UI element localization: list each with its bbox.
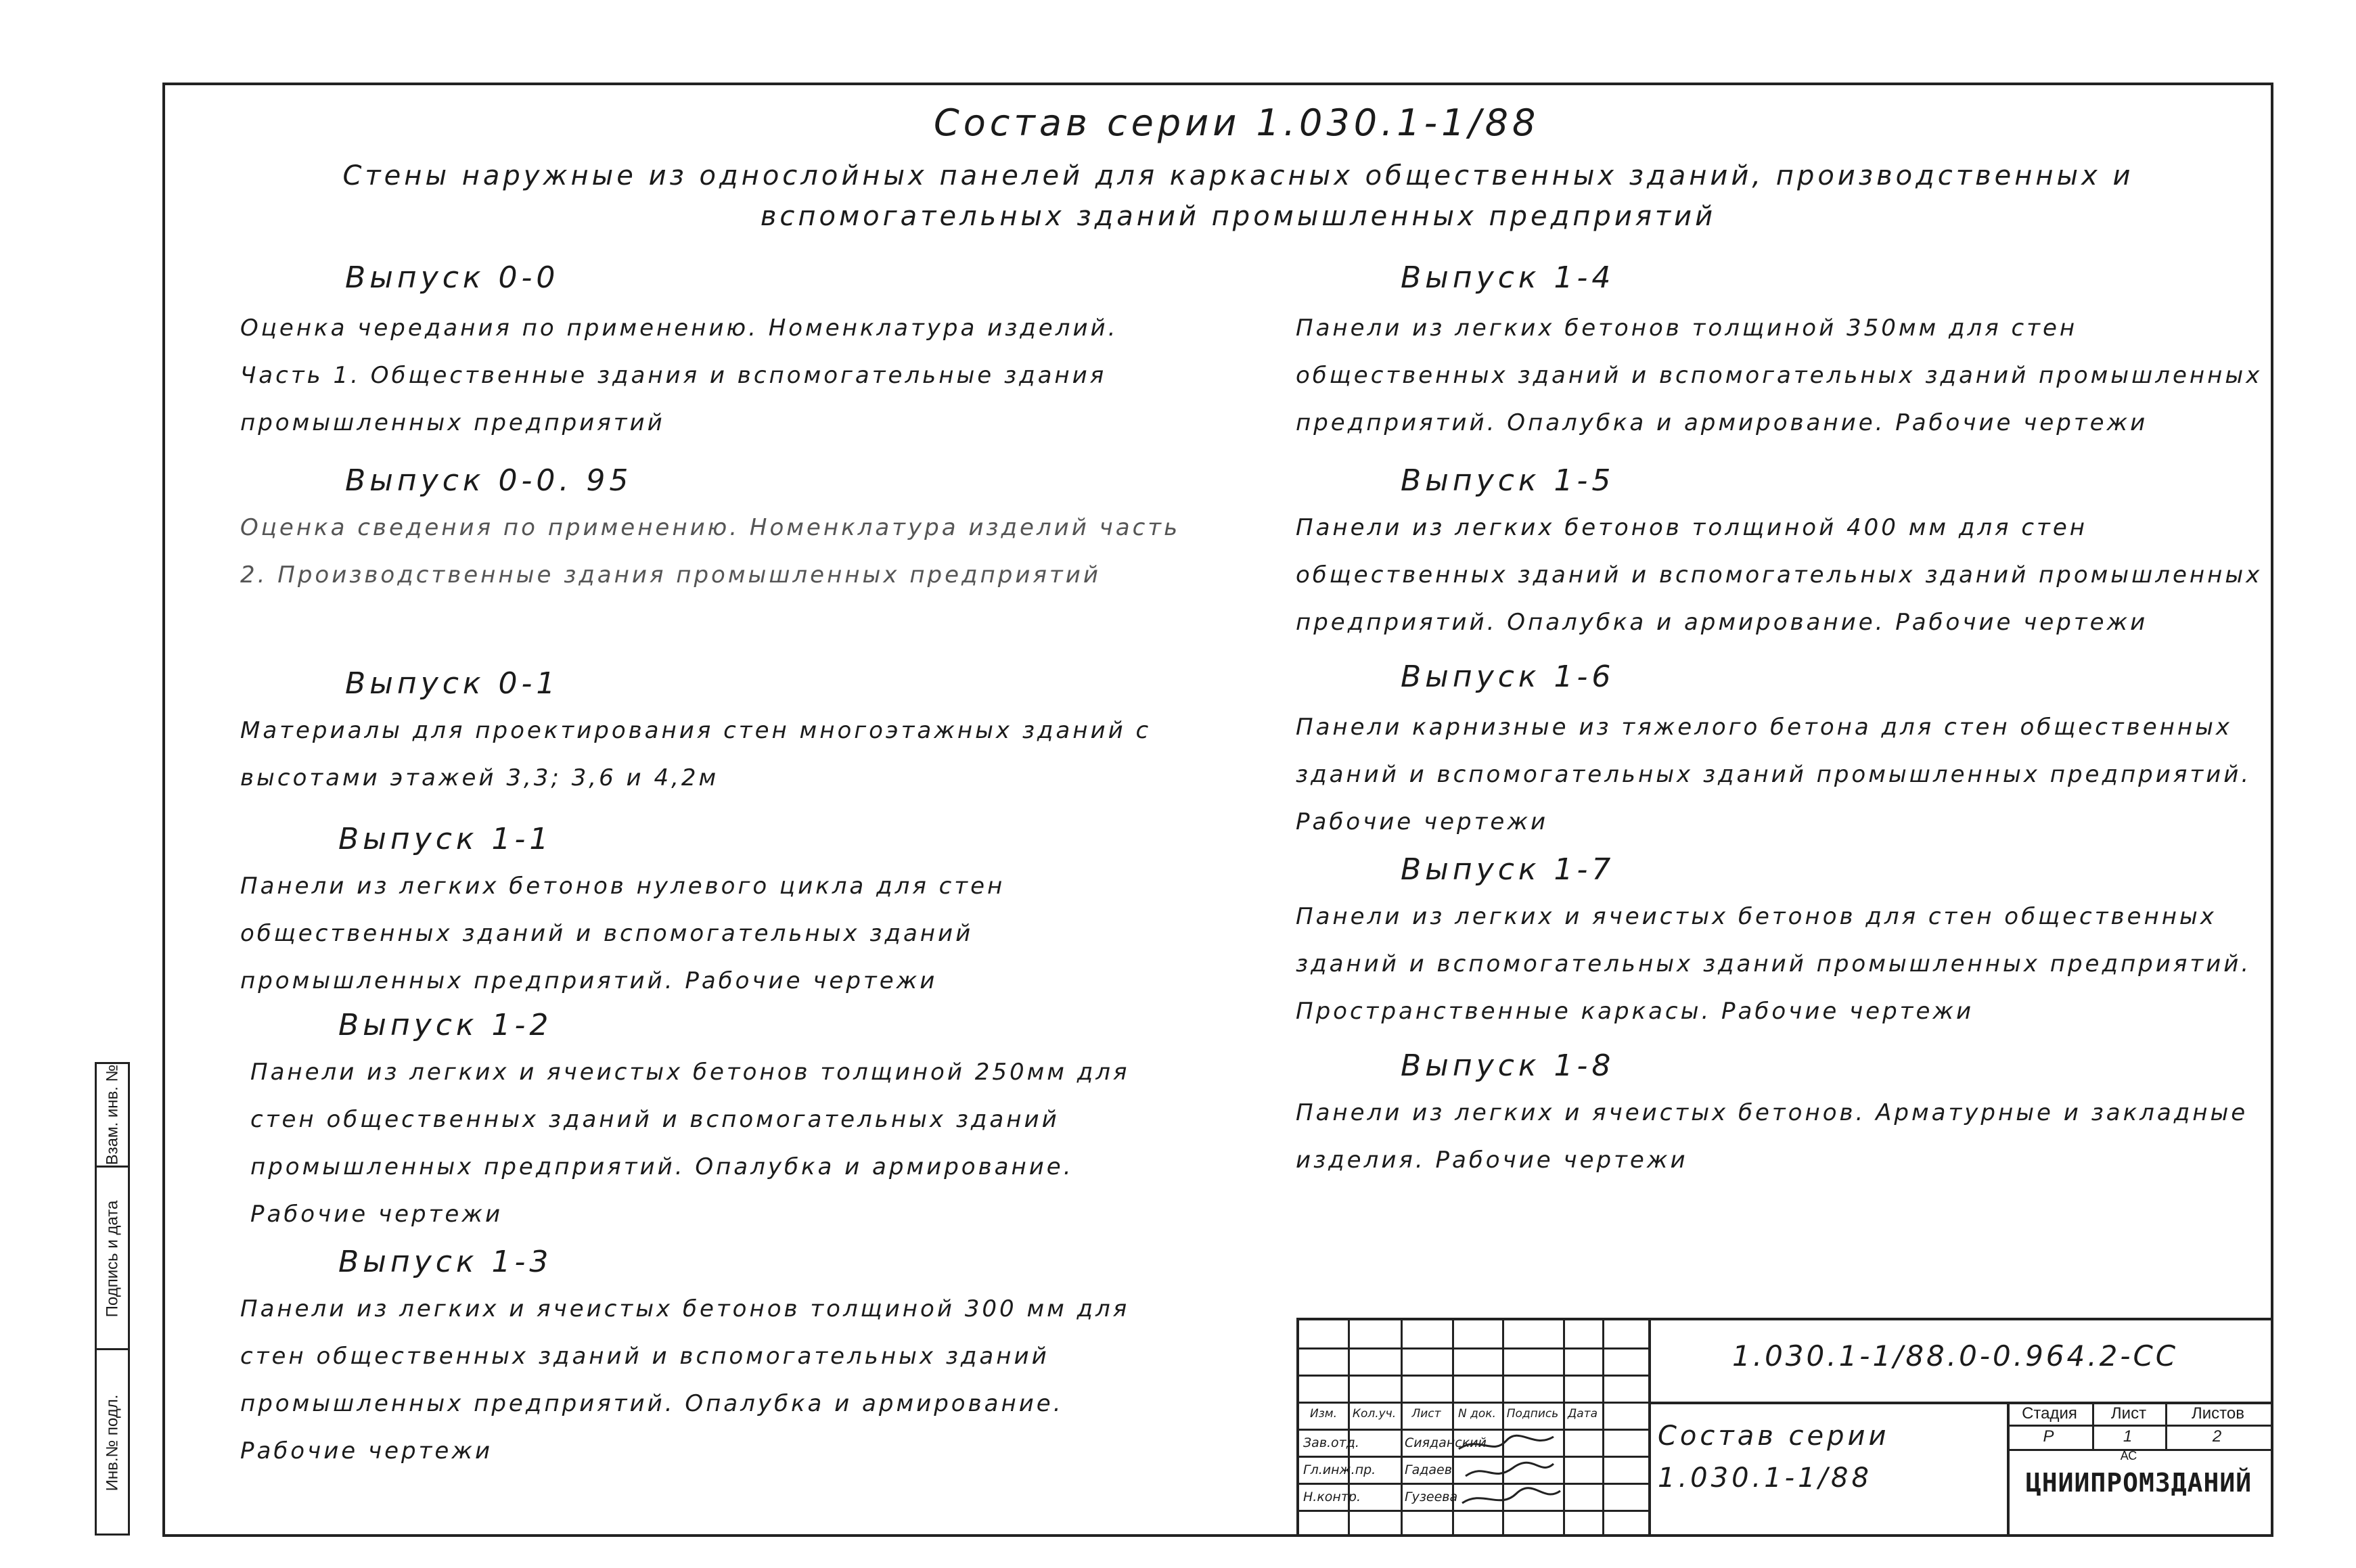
sheets-value: 2 [2212,1427,2224,1446]
organization-name: ЦНИИПРОМЗДАНИЙ [2025,1468,2252,1498]
sheet-value: 1 [2123,1427,2135,1446]
header-cell: Дата [1567,1407,1598,1421]
signatures-scribble [1452,1429,1567,1517]
sheet-title [1658,1415,1889,1499]
issue-label: Выпуск 1-8 [1401,1048,1615,1083]
issue-label: Выпуск 1-4 [1401,260,1615,295]
page-title: Состав серии 1.030.1-1/88 [934,101,1540,144]
issue-description: Панели из легких и ячеистых бетонов. Арматурные и закладные изделия. Рабочие чертежи [1296,1099,2248,1174]
issue-label: Выпуск 1-7 [1401,852,1615,887]
issue-description: Оценка чередания по применению. Номенклатура изделий. Часть 1. Общественные здания и вспомогательные здания промышленных предприятий [240,315,1118,436]
signature-role: Н.контр. [1303,1490,1361,1504]
issue-label: Выпуск 1-3 [338,1245,553,1279]
issue-description: Оценка сведения по применению. Номенклатура изделий часть 2. Производственные здания промышленных предприятий [240,514,1181,589]
signature-name: Гузеева [1405,1490,1458,1504]
sheet-title-line: Состав серии [1658,1421,1890,1452]
binding-cell-inventory [97,1348,128,1536]
issue-description: Панели карнизные из тяжелого бетона для стен общественных зданий и вспомогательных зданий промышленных предприятий. Рабочие чертежи [1296,714,2252,835]
header-cell: Кол.уч. [1352,1407,1397,1421]
issue-label: Выпуск 1-5 [1401,463,1615,498]
small-mark: АС [2120,1449,2137,1462]
header-cell: Подпись [1506,1407,1559,1421]
stage-table [2007,1402,2271,1527]
page-subtitle: Стены наружные из однослойных панелей для каркасных общественных зданий, производственных и вспомогательных зданий промышленных предприятий [342,160,2134,232]
binding-cell-replace [97,1064,128,1166]
signature-name: Гадаев [1405,1462,1452,1477]
binding-strip [95,1062,130,1536]
binding-label-signature: Подпись и дата [103,1200,121,1318]
revision-header-row [1299,1407,1651,1421]
header-cell: N док. [1458,1407,1496,1421]
stage-header: Стадия [2022,1404,2077,1423]
issue-label: Выпуск 0-0. 95 [345,463,633,498]
issue-description: Панели из легких бетонов толщиной 350мм для стен общественных зданий и вспомогательных зданий промышленных предприятий. Опалубка и армирование. Рабочие чертежи [1296,315,2263,436]
issue-description: Панели из легких и ячеистых бетонов толщиной 250мм для стен общественных зданий и вспомогательных зданий промышленных предприятий. Опалубка и армирование. Рабочие чертежи [250,1059,1130,1228]
issue-label: Выпуск 1-6 [1401,660,1615,694]
issue-description: Панели из легких и ячеистых бетонов толщиной 300 мм для стен общественных зданий и вспомогательных зданий промышленных предприятий. Опалубка и армирование. Рабочие чертежи [240,1295,1130,1465]
sheet-title-series: 1.030.1-1/88 [1658,1462,1872,1494]
revision-grid [1299,1320,1651,1534]
header-cell: Изм. [1310,1407,1337,1421]
sheets-header: Листов [2192,1404,2244,1423]
issue-description: Панели из легких бетонов нулевого цикла для стен общественных зданий и вспомогательных зданий промышленных предприятий. Рабочие чертежи [240,873,1005,994]
binding-cell-signature [97,1166,128,1350]
signature-role: Гл.инж.пр. [1303,1462,1376,1477]
issue-description: Панели из легких бетонов толщиной 400 мм для стен общественных зданий и вспомогательных зданий промышленных предприятий. Опалубка и армирование. Рабочие чертежи [1296,514,2263,636]
sheet-header: Лист [2110,1404,2147,1423]
stage-value: Р [2043,1427,2056,1446]
issue-label: Выпуск 1-1 [338,822,553,856]
issue-description: Панели из легких и ячеистых бетонов для стен общественных зданий и вспомогательных зданий промышленных предприятий. Пространственные каркасы. Рабочие чертежи [1296,903,2252,1025]
binding-label-inventory: Инв.№ подл. [103,1394,122,1492]
binding-label-replace: Взам. инв. № [103,1064,121,1166]
signature-role: Зав.отд. [1303,1435,1359,1450]
title-block [1296,1318,2271,1534]
signature-name: Сияданский [1405,1435,1487,1450]
header-cell: Лист [1411,1407,1441,1421]
issue-description: Материалы для проектирования стен многоэтажных зданий с высотами этажей 3,3; 3,6 и 4,2м [240,717,1152,791]
issue-label: Выпуск 0-1 [345,666,560,701]
document-code: 1.030.1-1/88.0-0.964.2-СС [1732,1339,2179,1373]
issue-label: Выпуск 0-0 [345,260,560,295]
issue-label: Выпуск 1-2 [338,1008,553,1042]
